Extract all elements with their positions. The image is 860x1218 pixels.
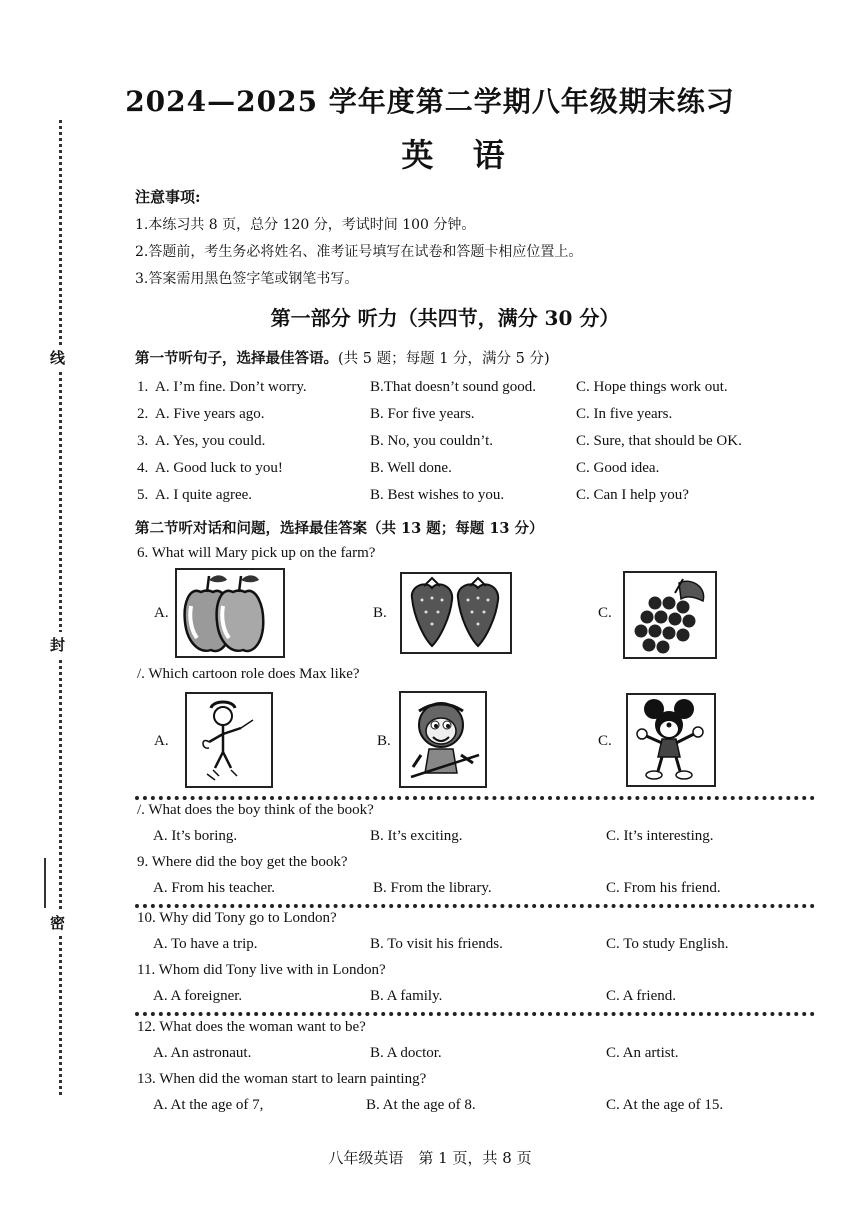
option-c: C. To study English. xyxy=(606,936,729,952)
option-c: C. In five years. xyxy=(576,406,673,422)
option-b: B. At the age of 8. xyxy=(366,1097,476,1113)
page-footer: 八年级英语 第 1 页，共 8 页 xyxy=(328,1149,532,1167)
section2-heading: 第二节听对话和问题，选择最佳答案（共 13 题；每题 13 分） xyxy=(135,520,544,537)
option-b: B. To visit his friends. xyxy=(370,936,503,952)
option-a: A. At the age of 7, xyxy=(153,1097,264,1113)
question-6: 6. What will Mary pick up on the farm? xyxy=(137,545,376,561)
binding-char-line: 线 xyxy=(50,345,65,370)
option-b: B. No, you couldn’t. xyxy=(370,433,494,449)
binding-line xyxy=(59,120,62,1095)
question-text: /. What does the boy think of the book? xyxy=(137,802,374,818)
option-b: B. Well done. xyxy=(370,460,452,476)
option-c: C. It’s interesting. xyxy=(606,828,714,844)
option-b: B. Best wishes to you. xyxy=(370,487,505,503)
question-number: 4. xyxy=(137,460,149,476)
dotted-separator xyxy=(135,904,815,908)
q7-label-a: A. xyxy=(154,733,169,749)
option-a: A. Yes, you could. xyxy=(155,433,266,449)
option-a: A. Five years ago. xyxy=(155,406,265,422)
option-a: A. I quite agree. xyxy=(155,487,253,503)
margin-mark xyxy=(44,858,46,908)
binding-char-secret: 密 xyxy=(50,910,65,935)
question-number: 2. xyxy=(137,406,149,422)
question-text: 13. When did the woman start to learn painting? xyxy=(137,1071,427,1087)
q6-label-b: B. xyxy=(373,605,387,621)
option-c: C. Sure, that should be OK. xyxy=(576,433,742,449)
notice-heading: 注意事项: xyxy=(135,188,201,206)
subject-title: 英 语 xyxy=(401,136,519,174)
option-b: B. A family. xyxy=(370,988,443,1004)
q7-label-b: B. xyxy=(377,733,391,749)
question-number: 5. xyxy=(137,487,149,503)
option-b: B.That doesn’t sound good. xyxy=(370,379,536,395)
question-number: 3. xyxy=(137,433,149,449)
option-c: C. An artist. xyxy=(606,1045,679,1061)
apples-image xyxy=(175,568,285,658)
option-c: C. From his friend. xyxy=(606,880,721,896)
option-c: C. Can I help you? xyxy=(576,487,689,503)
notice-item: 2.答题前，考生务必将姓名、准考证号填写在试卷和答题卡相应位置上。 xyxy=(135,244,583,260)
q6-label-a: A. xyxy=(154,605,169,621)
q6-label-c: C. xyxy=(598,605,612,621)
option-a: A. I’m fine. Don’t worry. xyxy=(155,379,307,395)
question-7: /. Which cartoon role does Max like? xyxy=(137,666,360,682)
option-b: B. From the library. xyxy=(373,880,492,896)
monkey-king-cartoon-image xyxy=(399,691,487,788)
option-a: A. It’s boring. xyxy=(153,828,238,844)
question-text: 11. Whom did Tony live with in London? xyxy=(137,962,386,978)
option-a: A. To have a trip. xyxy=(153,936,258,952)
q7-label-c: C. xyxy=(598,733,612,749)
question-number: 1. xyxy=(137,379,149,395)
option-c: C. Hope things work out. xyxy=(576,379,728,395)
option-a: A. Good luck to you! xyxy=(155,460,283,476)
question-text: 12. What does the woman want to be? xyxy=(137,1019,366,1035)
notice-item: 3.答案需用黑色签字笔或钢笔书写。 xyxy=(135,271,359,287)
section1-heading xyxy=(135,347,550,368)
option-c: C. Good idea. xyxy=(576,460,660,476)
nezha-cartoon-image xyxy=(185,692,273,788)
question-text: 10. Why did Tony go to London? xyxy=(137,910,337,926)
exam-title: 2024—2025 学年度第二学期八年级期末练习 xyxy=(125,85,735,118)
dotted-separator xyxy=(135,796,815,800)
option-a: A. From his teacher. xyxy=(153,880,276,896)
mickey-mouse-cartoon-image xyxy=(626,693,716,787)
option-b: B. A doctor. xyxy=(370,1045,442,1061)
option-a: A. An astronaut. xyxy=(153,1045,252,1061)
notice-item: 1.本练习共 8 页，总分 120 分，考试时间 100 分钟。 xyxy=(135,217,476,233)
binding-char-seal: 封 xyxy=(50,632,65,657)
strawberries-image xyxy=(400,572,512,654)
option-c: C. At the age of 15. xyxy=(606,1097,724,1113)
section1-title: 第一节听句子，选择最佳答语。 xyxy=(135,350,338,367)
option-b: B. It’s exciting. xyxy=(370,828,463,844)
option-b: B. For five years. xyxy=(370,406,475,422)
option-c: C. A friend. xyxy=(606,988,676,1004)
part1-heading: 第一部分 听力（共四节，满分 30 分） xyxy=(270,306,620,330)
option-a: A. A foreigner. xyxy=(153,988,243,1004)
question-text: 9. Where did the boy get the book? xyxy=(137,854,348,870)
grapes-image xyxy=(623,571,717,659)
section1-note: (共 5 题；每题 1 分，满分 5 分) xyxy=(338,351,550,367)
dotted-separator xyxy=(135,1012,815,1016)
